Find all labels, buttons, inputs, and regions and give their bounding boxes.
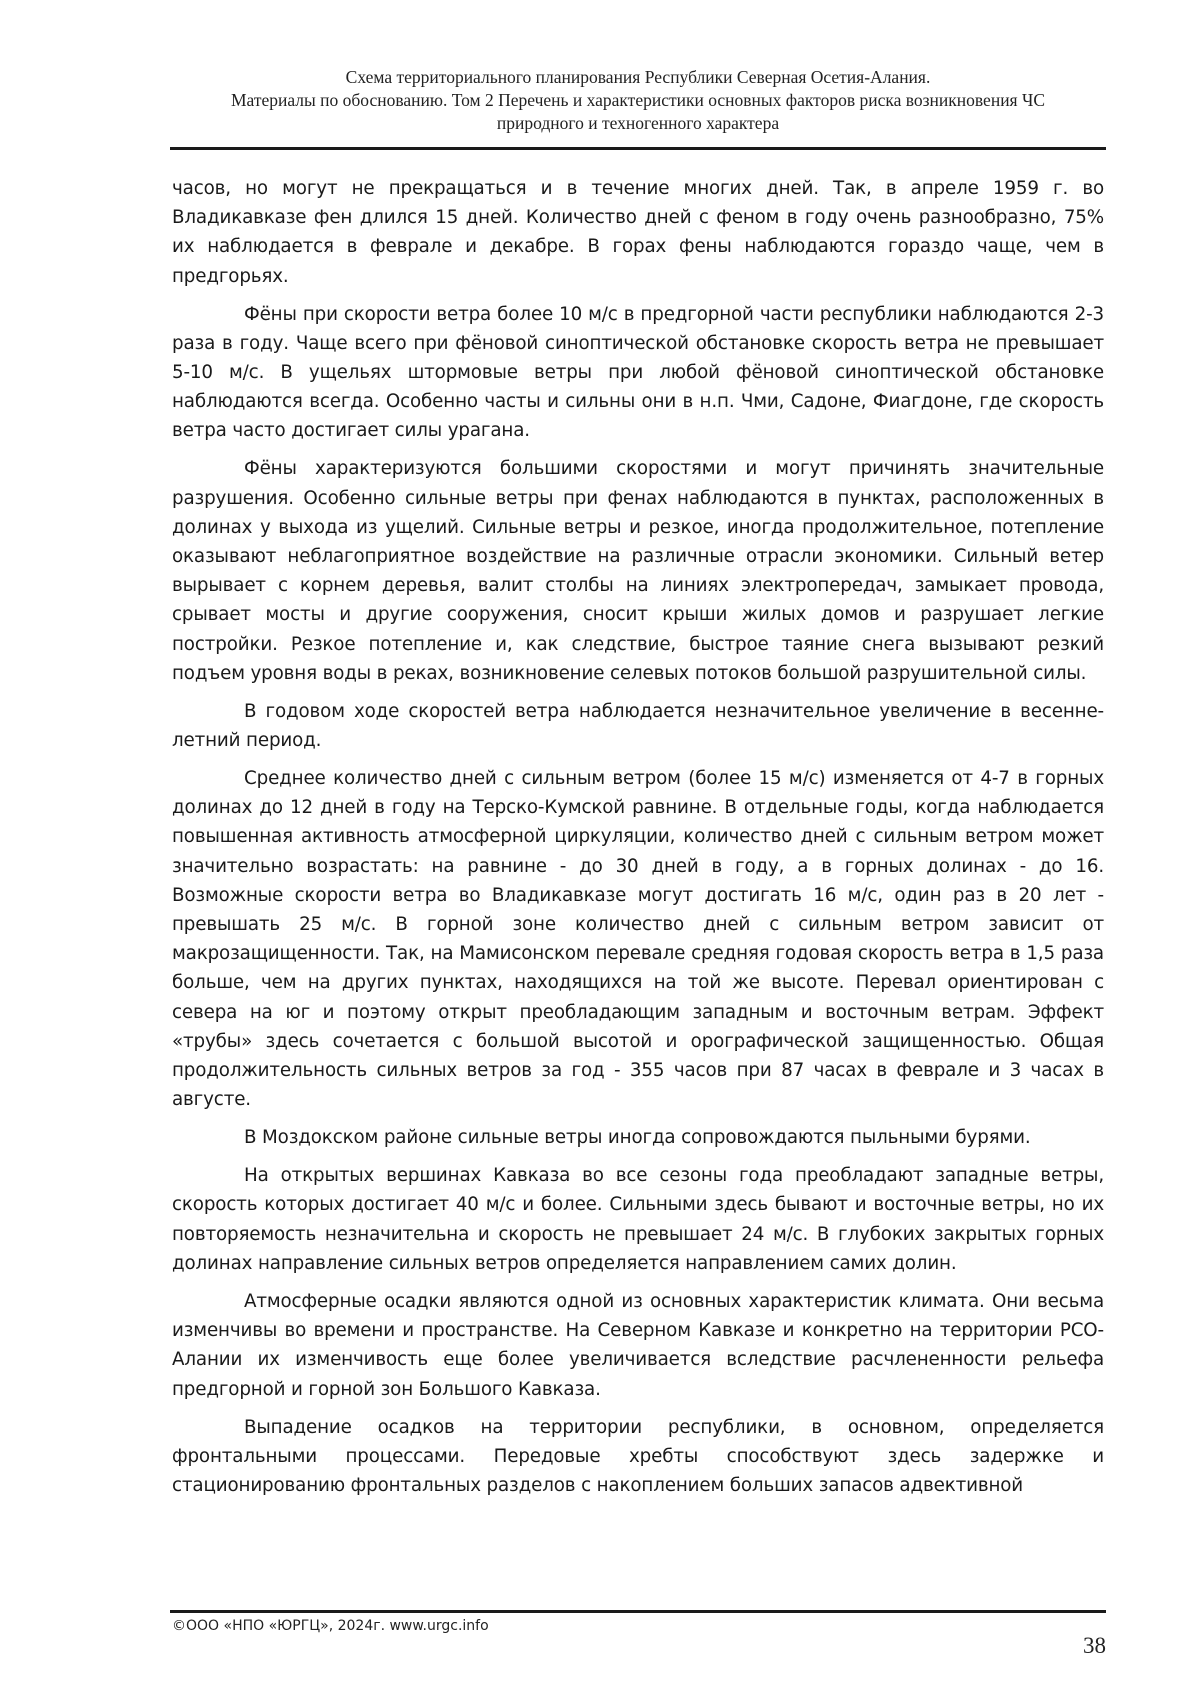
paragraph-5: Среднее количество дней с сильным ветром (более 15 м/с) изменяется от 4-7 в горных долинах до 12 дней в году на Терско-Кумской равнине. В отдельные годы, когда наблюдается повышенная активность атмосферной циркуляции, количество дней с сильным ветром может значительно возрастать: на равнине - до 30 дней в году, а в горных долинах - до 16. Возможные скорости ветра во Владикавказе могут достигать 16 м/с, один раз в 20 лет - превышать 25 м/с. В горной зоне количество дней с сильным ветром зависит от макрозащищенности. Так, на Мамисонском перевале средняя годовая скорость ветра в 1,5 раза больше, чем на других пунктах, находящихся на той же высоте. Перевал ориентирован с севера на юг и поэтому открыт преобладающим западным и восточным ветрам. Эффект «трубы» здесь сочетается с большой высотой и орографической защищенностью. Общая продолжительность сильных ветров за год - 355 часов при 87 часах в феврале и 3 часах в августе. xyxy=(172,768,1104,1111)
header-line-3: природного и техногенного характера xyxy=(496,113,780,133)
document-body xyxy=(172,174,1104,1509)
paragraph-7: На открытых вершинах Кавказа во все сезоны года преобладают западные ветры, скорость которых достигает 40 м/с и более. Сильными здесь бывают и восточные ветры, но их повторяемость незначительна и скорость не превышает 24 м/с. В глубоких закрытых горных долинах направление сильных ветров определяется направлением самих долин. xyxy=(172,1165,1104,1274)
page-number: 38 xyxy=(1083,1633,1106,1658)
paragraph-2: Фёны при скорости ветра более 10 м/с в предгорной части республики наблюдаются 2-3 раза в году. Чаще всего при фёновой синоптической обстановке скорость ветра не превышает 5-10 м/с. В ущельях штормовые ветры при любой фёновой синоптической обстановке наблюдаются всегда. Особенно часты и сильны они в н.п. Чми, Садоне, Фиагдоне, где скорость ветра часто достигает силы урагана. xyxy=(172,303,1104,442)
paragraph-1: часов, но могут не прекращаться и в течение многих дней. Так, в апреле 1959 г. во Владикавказе фен длился 15 дней. Количество дней с феном в году очень разнообразно, 75% их наблюдается в феврале и декабре. В горах фены наблюдаются гораздо чаще, чем в предгорьях. xyxy=(172,178,1104,287)
paragraph-4: В годовом ходе скоростей ветра наблюдается незначительное увеличение в весенне-летний период. xyxy=(172,700,1104,752)
header-line-1: Схема территориального планирования Республики Северная Осетия-Алания. xyxy=(345,67,931,87)
header-line-2: Материалы по обоснованию. Том 2 Перечень и характеристики основных факторов риска возникновения ЧС xyxy=(230,90,1046,110)
paragraph-3: Фёны характеризуются большими скоростями и могут причинять значительные разрушения. Особенно сильные ветры при фенах наблюдаются в пунктах, расположенных в долинах у выхода из ущелий. Сильные ветры и резкое, иногда продолжительное, потепление оказывают неблагоприятное воздействие на различные отрасли экономики. Сильный ветер вырывает с корнем деревья, валит столбы на линиях электропередач, замыкает провода, срывает мосты и другие сооружения, сносит крыши жилых домов и разрушает легкие постройки. Резкое потепление и, как следствие, быстрое таяние снега вызывают резкий подъем уровня воды в реках, возникновение селевых потоков большой разрушительной силы. xyxy=(172,458,1104,684)
header-divider xyxy=(170,147,1106,150)
paragraph-9: Выпадение осадков на территории республики, в основном, определяется фронтальными процессами. Передовые хребты способствуют здесь задержке и стационированию фронтальных разделов с накоплением больших запасов адвективной xyxy=(172,1416,1104,1496)
paragraph-8: Атмосферные осадки являются одной из основных характеристик климата. Они весьма изменчивы во времени и пространстве. На Северном Кавказе и конкретно на территории РСО-Алании их изменчивость еще более увеличивается вследствие расчлененности рельефа предгорной и горной зон Большого Кавказа. xyxy=(172,1290,1104,1400)
footer-copyright: ©ООО «НПО «ЮРГЦ», 2024г. www.urgc.info xyxy=(172,1618,489,1634)
page-header xyxy=(170,66,1106,135)
footer-divider xyxy=(170,1610,1106,1613)
paragraph-6: В Моздокском районе сильные ветры иногда сопровождаются пыльными бурями. xyxy=(244,1127,1031,1149)
